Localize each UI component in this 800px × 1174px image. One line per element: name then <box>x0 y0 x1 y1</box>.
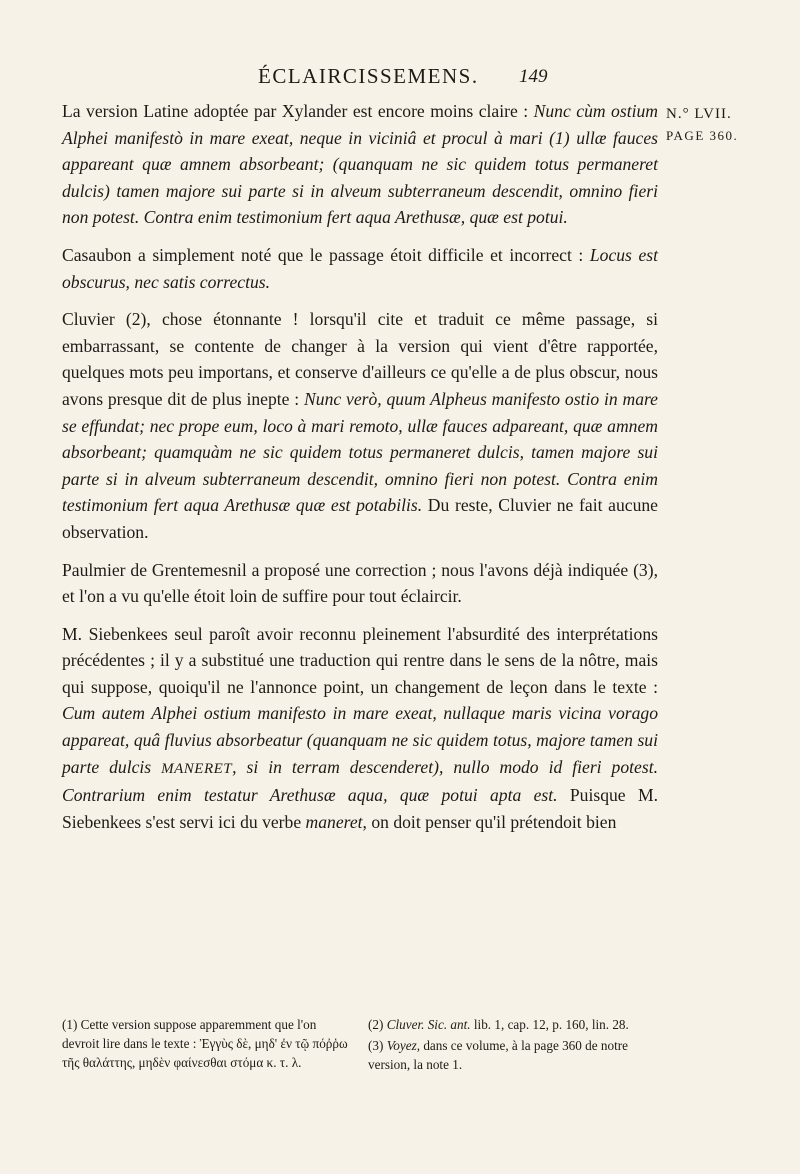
paragraph-4: Paulmier de Grentemesnil a proposé une correction ; nous l'avons déjà indiquée (3), et l'on a vu qu'elle étoit loin de suffire pour tout éclaircir. <box>62 559 658 607</box>
paragraph-2-intro: Casaubon a simplement noté que le passage étoit difficile et incorrect : <box>62 244 590 265</box>
footnote-1: (1) Cette version suppose apparemment que l'on devroit lire dans le texte : Ἐγγὺς δὲ, μηδ' ἐν τῷ πόῤῥω τῆς θαλάττης, μηδὲν φαίνεσθαι στόμα κ. τ. λ. <box>62 1017 348 1070</box>
paragraph-1-latin-quote: Nunc cùm ostium Alphei manifestò in mare exeat, neque in viciniâ et procul à mari (1) ullæ fauces appareant quæ amnem absorbeant; (quanquam ne sic quidem totus permaneret dulcis) tamen majore sui parte si in alveum subterraneum descendit, omnino fieri non potest. Contra enim testimonium fert aqua Arethusæ, quæ est potui. <box>62 101 658 228</box>
running-title: ÉCLAIRCISSEMENS. <box>258 64 479 88</box>
paragraph-2-latin-quote: Locus est obscurus, nec satis correctus. <box>62 244 658 292</box>
footnote-2-text: lib. 1, cap. 12, p. 160, lin. 28. <box>470 1017 629 1032</box>
paragraph-5-verb: maneret <box>305 811 363 832</box>
paragraph-3-intro: Cluvier (2), chose étonnante ! lorsqu'il cite et traduit ce même passage, si embarrassant, se contente de changer à la version qui vient d'être rapportée, quelques mots peu importans, et conserve d'ailleurs ce qu'elle a de plus obscur, nous avons presque dit de plus inepte : <box>62 309 658 409</box>
footnote-3-text: dans ce volume, à la page 360 de notre version, la note 1. <box>368 1038 629 1072</box>
body-text <box>62 98 658 846</box>
footnotes-left-column <box>62 1015 352 1076</box>
paragraph-5-text: Puisque M. Siebenkees s'est servi ici du verbe <box>62 785 658 832</box>
footnote-3 <box>368 1036 658 1074</box>
footnote-2-reference: Cluver. Sic. ant. <box>386 1017 471 1032</box>
paragraph-1 <box>62 98 658 231</box>
paragraph-3-outro: Du reste, Cluvier ne fait aucune observation. <box>62 495 658 542</box>
margin-note <box>666 103 796 147</box>
paragraph-5-outro: , on doit penser qu'il prétendoit bien <box>362 811 617 832</box>
paragraph-5-intro: M. Siebenkees seul paroît avoir reconnu pleinement l'absurdité des interprétations précédentes ; il y a substitué une traduction qui rentre dans le sens de la nôtre, mais qui suppose, quoiqu'il ne l'annonce point, un changement de leçon dans le texte : <box>62 623 658 697</box>
paragraph-5 <box>62 621 658 836</box>
footnotes <box>62 1015 658 1076</box>
footnote-2 <box>368 1015 658 1034</box>
paragraph-3-latin-quote: Nunc verò, quum Alpheus manifesto ostio in mare se effundat; nec prope eum, loco à mari remoto, ullæ fauces adpareant, quæ amnem absorbeant; quamquàm ne sic quidem totus permaneret dulcis, tamen majore sui parte si in alveum subterraneum descendit, omnino fieri non potest. Contra enim testimonium fert aqua Arethusæ quæ est potabilis. <box>62 388 658 516</box>
paragraph-5-latin-quote-end: , si in terram descenderet), nullo modo id fieri potest. Contrarium enim testatur Arethusæ aqua, quæ potui apta est. <box>62 756 658 806</box>
margin-note-number: N.° LVII. <box>666 106 732 122</box>
footnote-3-reference: Voyez, <box>386 1038 421 1053</box>
paragraph-5-emphasis: MANERET <box>161 760 233 777</box>
paragraph-1-intro: La version Latine adoptée par Xylander est encore moins claire : <box>62 101 534 121</box>
footnotes-right-column <box>368 1015 658 1076</box>
paragraph-2 <box>62 242 658 295</box>
paragraph-5-latin-quote: Cum autem Alphei ostium manifesto in mare exeat, nullaque maris vicina vorago appareat, quâ fluvius absorbeatur (quanquam ne sic quidem totus, majore tamen sui parte dulcis <box>62 703 658 777</box>
page-header <box>0 44 800 88</box>
margin-note-page-ref: PAGE 360. <box>666 128 739 143</box>
page-number: 149 <box>519 66 548 87</box>
paragraph-3 <box>62 306 658 545</box>
footnote-3-label: (3) <box>368 1038 387 1053</box>
footnote-2-label: (2) <box>368 1017 387 1032</box>
